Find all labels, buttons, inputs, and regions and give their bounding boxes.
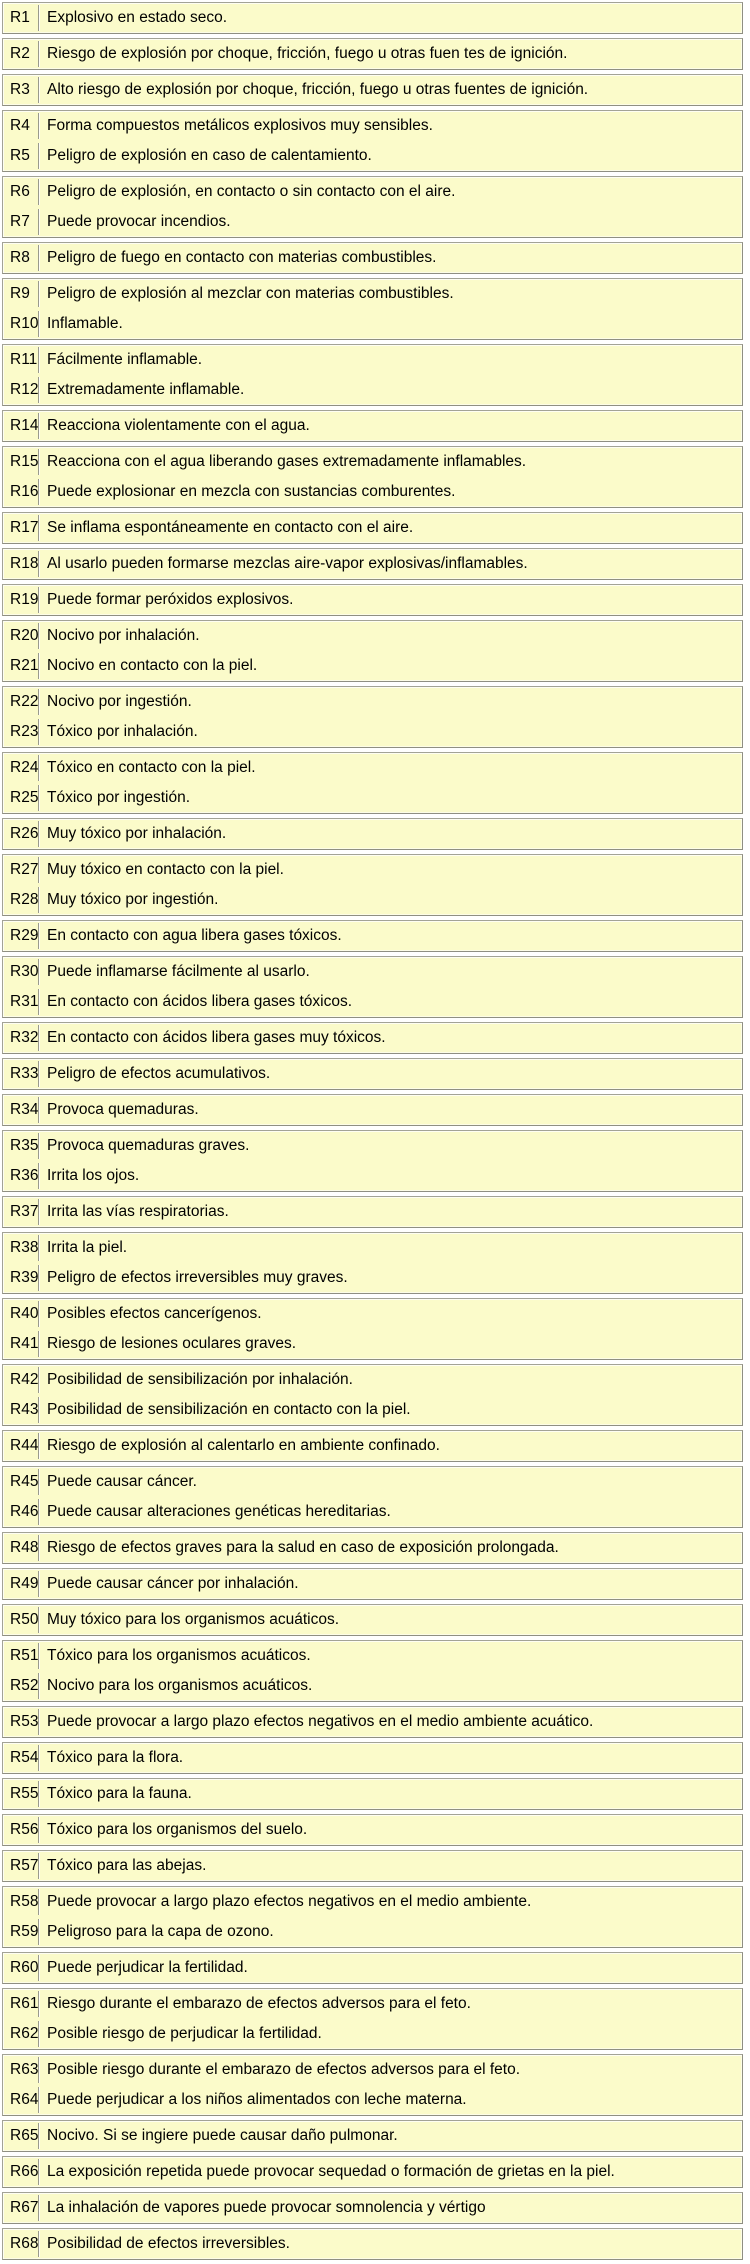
r-phrase-description-cell: Tóxico para las abejas. xyxy=(47,1857,207,1874)
table-row xyxy=(3,375,742,405)
r-code-cell: R40 xyxy=(3,1299,39,1329)
phrase-group xyxy=(2,74,743,106)
r-code-cell: R43 xyxy=(3,1395,39,1425)
phrase-group xyxy=(2,1532,743,1564)
r-code-cell: R19 xyxy=(3,585,39,615)
phrase-group xyxy=(2,1952,743,1984)
r-code-cell: R67 xyxy=(3,2193,39,2223)
r-phrase-description-cell: Tóxico para los organismos acuáticos. xyxy=(47,1647,311,1664)
phrase-group xyxy=(2,2228,743,2260)
r-code-cell: R63 xyxy=(3,2055,39,2085)
phrase-group xyxy=(2,1778,743,1810)
table-row xyxy=(3,1299,742,1329)
r-phrase-description-cell: Puede causar cáncer. xyxy=(47,1473,197,1490)
phrase-group xyxy=(2,446,743,508)
r-code-cell: R24 xyxy=(3,753,39,783)
phrase-group xyxy=(2,1232,743,1294)
r-phrase-description-cell: Nocivo en contacto con la piel. xyxy=(47,657,258,674)
r-phrase-description-cell: Peligro de fuego en contacto con materias combustibles. xyxy=(47,249,437,266)
r-phrase-description-cell: Irrita los ojos. xyxy=(47,1167,140,1184)
r-code-cell: R20 xyxy=(3,621,39,651)
table-row xyxy=(3,1569,742,1599)
table-row xyxy=(3,2019,742,2049)
r-phrase-description-cell: La inhalación de vapores puede provocar somnolencia y vértigo xyxy=(47,2199,486,2216)
phrase-group xyxy=(2,1640,743,1702)
table-row xyxy=(3,1671,742,1701)
phrase-group xyxy=(2,620,743,682)
r-phrase-description-cell: La exposición repetida puede provocar sequedad o formación de grietas en la piel. xyxy=(47,2163,615,2180)
table-row xyxy=(3,177,742,207)
table-row xyxy=(3,447,742,477)
r-code-cell: R23 xyxy=(3,717,39,747)
r-phrase-description-cell: Provoca quemaduras. xyxy=(47,1101,199,1118)
table-row xyxy=(3,279,742,309)
table-row xyxy=(3,717,742,747)
r-code-cell: R4 xyxy=(3,111,39,141)
r-code-cell: R68 xyxy=(3,2229,39,2259)
r-code-cell: R32 xyxy=(3,1023,39,1053)
phrase-group xyxy=(2,410,743,442)
r-code-cell: R39 xyxy=(3,1263,39,1293)
r-phrase-description-cell: Riesgo durante el embarazo de efectos adversos para el feto. xyxy=(47,1995,471,2012)
r-code-cell: R31 xyxy=(3,987,39,1017)
phrase-group xyxy=(2,1604,743,1636)
table-row xyxy=(3,621,742,651)
r-phrase-description-cell: Tóxico para los organismos del suelo. xyxy=(47,1821,308,1838)
table-row xyxy=(3,1707,742,1737)
table-row xyxy=(3,2121,742,2151)
table-row xyxy=(3,111,742,141)
r-phrase-description-cell: En contacto con ácidos libera gases tóxicos. xyxy=(47,993,353,1010)
r-phrase-description-cell: Posibilidad de sensibilización por inhalación. xyxy=(47,1371,353,1388)
table-row xyxy=(3,1743,742,1773)
r-phrase-description-cell: Puede causar cáncer por inhalación. xyxy=(47,1575,299,1592)
r-code-cell: R8 xyxy=(3,243,39,273)
table-row xyxy=(3,753,742,783)
r-phrase-description-cell: Irrita la piel. xyxy=(47,1239,128,1256)
table-row xyxy=(3,1197,742,1227)
r-phrase-description-cell: Peligro de efectos irreversibles muy graves. xyxy=(47,1269,348,1286)
r-code-cell: R28 xyxy=(3,885,39,915)
table-row xyxy=(3,1263,742,1293)
r-code-cell: R21 xyxy=(3,651,39,681)
phrase-group xyxy=(2,1988,743,2050)
phrase-group xyxy=(2,242,743,274)
r-code-cell: R48 xyxy=(3,1533,39,1563)
r-phrase-description-cell: Peligro de explosión, en contacto o sin contacto con el aire. xyxy=(47,183,456,200)
table-row xyxy=(3,243,742,273)
phrase-group xyxy=(2,1022,743,1054)
r-phrase-description-cell: Tóxico para la flora. xyxy=(47,1749,184,1766)
r-phrase-description-cell: Puede perjudicar la fertilidad. xyxy=(47,1959,248,1976)
r-phrase-description-cell: En contacto con agua libera gases tóxicos. xyxy=(47,927,342,944)
table-row xyxy=(3,651,742,681)
phrase-group xyxy=(2,1466,743,1528)
phrase-group xyxy=(2,956,743,1018)
table-row xyxy=(3,1989,742,2019)
table-row xyxy=(3,1095,742,1125)
phrase-group xyxy=(2,548,743,580)
r-code-cell: R65 xyxy=(3,2121,39,2151)
r-phrase-description-cell: Riesgo de explosión al calentarlo en ambiente confinado. xyxy=(47,1437,440,1454)
r-code-cell: R30 xyxy=(3,957,39,987)
r-code-cell: R60 xyxy=(3,1953,39,1983)
table-row xyxy=(3,1779,742,1809)
table-row xyxy=(3,1161,742,1191)
r-phrase-description-cell: Peligroso para la capa de ozono. xyxy=(47,1923,274,1940)
table-row xyxy=(3,2229,742,2259)
table-row xyxy=(3,141,742,171)
r-phrase-description-cell: Alto riesgo de explosión por choque, fricción, fuego u otras fuentes de ignición. xyxy=(47,81,589,98)
r-phrase-description-cell: Nocivo por inhalación. xyxy=(47,627,200,644)
phrase-group xyxy=(2,1850,743,1882)
phrase-group xyxy=(2,1298,743,1360)
phrase-group xyxy=(2,2054,743,2116)
r-code-cell: R51 xyxy=(3,1641,39,1671)
table-row xyxy=(3,957,742,987)
table-row xyxy=(3,207,742,237)
r-phrase-description-cell: Riesgo de explosión por choque, fricción, fuego u otras fuen tes de ignición. xyxy=(47,45,568,62)
r-phrase-description-cell: Muy tóxico en contacto con la piel. xyxy=(47,861,284,878)
r-code-cell: R61 xyxy=(3,1989,39,2019)
r-phrase-description-cell: Riesgo de efectos graves para la salud en caso de exposición prolongada. xyxy=(47,1539,559,1556)
phrase-group xyxy=(2,1430,743,1462)
r-code-cell: R45 xyxy=(3,1467,39,1497)
phrase-group xyxy=(2,1058,743,1090)
r-code-cell: R14 xyxy=(3,411,39,441)
table-row xyxy=(3,1395,742,1425)
r-phrase-description-cell: Se inflama espontáneamente en contacto con el aire. xyxy=(47,519,414,536)
table-row xyxy=(3,1131,742,1161)
phrase-group xyxy=(2,344,743,406)
r-phrase-description-cell: Nocivo. Si se ingiere puede causar daño pulmonar. xyxy=(47,2127,398,2144)
r-phrase-description-cell: Puede causar alteraciones genéticas hereditarias. xyxy=(47,1503,391,1520)
r-phrase-description-cell: Al usarlo pueden formarse mezclas aire-vapor explosivas/inflamables. xyxy=(47,555,528,572)
r-code-cell: R16 xyxy=(3,477,39,507)
phrase-group xyxy=(2,1130,743,1192)
r-code-cell: R49 xyxy=(3,1569,39,1599)
table-row xyxy=(3,1533,742,1563)
phrase-group xyxy=(2,1364,743,1426)
table-row xyxy=(3,1497,742,1527)
r-code-cell: R54 xyxy=(3,1743,39,1773)
table-row xyxy=(3,855,742,885)
r-phrase-description-cell: Explosivo en estado seco. xyxy=(47,9,228,26)
r-code-cell: R62 xyxy=(3,2019,39,2049)
r-phrase-description-cell: Muy tóxico por inhalación. xyxy=(47,825,227,842)
r-code-cell: R29 xyxy=(3,921,39,951)
r-code-cell: R2 xyxy=(3,39,39,69)
r-code-cell: R53 xyxy=(3,1707,39,1737)
phrase-group xyxy=(2,1094,743,1126)
table-row xyxy=(3,411,742,441)
table-row xyxy=(3,1917,742,1947)
table-row xyxy=(3,1059,742,1089)
r-phrase-description-cell: Reacciona con el agua liberando gases extremadamente inflamables. xyxy=(47,453,527,470)
phrase-group xyxy=(2,1196,743,1228)
r-phrase-description-cell: Provoca quemaduras graves. xyxy=(47,1137,250,1154)
table-row xyxy=(3,3,742,33)
table-row xyxy=(3,585,742,615)
table-row xyxy=(3,1329,742,1359)
r-code-cell: R5 xyxy=(3,141,39,171)
r-phrase-description-cell: Peligro de explosión en caso de calentamiento. xyxy=(47,147,372,164)
phrase-group xyxy=(2,512,743,544)
table-row xyxy=(3,2055,742,2085)
r-code-cell: R9 xyxy=(3,279,39,309)
r-phrase-description-cell: Muy tóxico para los organismos acuáticos. xyxy=(47,1611,340,1628)
r-code-cell: R38 xyxy=(3,1233,39,1263)
table-row xyxy=(3,783,742,813)
phrase-group xyxy=(2,1568,743,1600)
r-code-cell: R56 xyxy=(3,1815,39,1845)
r-code-cell: R41 xyxy=(3,1329,39,1359)
r-code-cell: R58 xyxy=(3,1887,39,1917)
r-phrase-description-cell: Tóxico por ingestión. xyxy=(47,789,191,806)
table-row xyxy=(3,1233,742,1263)
r-phrase-description-cell: Posible riesgo de perjudicar la fertilidad. xyxy=(47,2025,322,2042)
r-code-cell: R17 xyxy=(3,513,39,543)
phrase-group xyxy=(2,686,743,748)
r-phrase-description-cell: Tóxico en contacto con la piel. xyxy=(47,759,256,776)
phrase-group xyxy=(2,818,743,850)
r-phrase-description-cell: Tóxico para la fauna. xyxy=(47,1785,192,1802)
r-code-cell: R35 xyxy=(3,1131,39,1161)
r-code-cell: R33 xyxy=(3,1059,39,1089)
r-phrase-description-cell: Reacciona violentamente con el agua. xyxy=(47,417,310,434)
r-phrase-description-cell: Puede provocar a largo plazo efectos negativos en el medio ambiente. xyxy=(47,1893,532,1910)
table-row xyxy=(3,2193,742,2223)
table-row xyxy=(3,1953,742,1983)
r-phrase-description-cell: Extremadamente inflamable. xyxy=(47,381,245,398)
r-phrase-description-cell: Fácilmente inflamable. xyxy=(47,351,203,368)
r-phrase-description-cell: Posibilidad de sensibilización en contacto con la piel. xyxy=(47,1401,411,1418)
table-row xyxy=(3,2085,742,2115)
r-code-cell: R25 xyxy=(3,783,39,813)
r-phrase-description-cell: Posibilidad de efectos irreversibles. xyxy=(47,2235,290,2252)
table-row xyxy=(3,309,742,339)
r-code-cell: R50 xyxy=(3,1605,39,1635)
table-row xyxy=(3,1023,742,1053)
table-row xyxy=(3,549,742,579)
r-phrase-description-cell: Puede provocar incendios. xyxy=(47,213,231,230)
table-row xyxy=(3,75,742,105)
phrase-group xyxy=(2,1706,743,1738)
table-row xyxy=(3,819,742,849)
table-row xyxy=(3,39,742,69)
table-row xyxy=(3,2157,742,2187)
r-code-cell: R11 xyxy=(3,345,39,375)
r-code-cell: R44 xyxy=(3,1431,39,1461)
r-phrase-description-cell: Puede formar peróxidos explosivos. xyxy=(47,591,294,608)
table-row xyxy=(3,1365,742,1395)
phrase-group xyxy=(2,2156,743,2188)
r-code-cell: R55 xyxy=(3,1779,39,1809)
table-row xyxy=(3,687,742,717)
r-code-cell: R37 xyxy=(3,1197,39,1227)
table-row xyxy=(3,1887,742,1917)
table-row xyxy=(3,477,742,507)
r-phrase-description-cell: Posibles efectos cancerígenos. xyxy=(47,1305,262,1322)
r-phrase-description-cell: Puede perjudicar a los niños alimentados con leche materna. xyxy=(47,2091,467,2108)
phrase-group xyxy=(2,1742,743,1774)
r-phrase-description-cell: Riesgo de lesiones oculares graves. xyxy=(47,1335,296,1352)
table-row xyxy=(3,345,742,375)
r-code-cell: R1 xyxy=(3,3,39,33)
phrase-group xyxy=(2,854,743,916)
r-phrase-description-cell: Puede provocar a largo plazo efectos negativos en el medio ambiente acuático. xyxy=(47,1713,594,1730)
r-code-cell: R3 xyxy=(3,75,39,105)
r-code-cell: R27 xyxy=(3,855,39,885)
r-phrase-description-cell: Inflamable. xyxy=(47,315,123,332)
table-row xyxy=(3,1431,742,1461)
r-code-cell: R6 xyxy=(3,177,39,207)
r-phrase-description-cell: Peligro de efectos acumulativos. xyxy=(47,1065,271,1082)
phrase-group xyxy=(2,2,743,34)
r-phrase-description-cell: Posible riesgo durante el embarazo de efectos adversos para el feto. xyxy=(47,2061,521,2078)
r-code-cell: R10 xyxy=(3,309,39,339)
r-code-cell: R64 xyxy=(3,2085,39,2115)
r-code-cell: R52 xyxy=(3,1671,39,1701)
phrase-group xyxy=(2,1886,743,1948)
r-code-cell: R15 xyxy=(3,447,39,477)
phrase-group xyxy=(2,176,743,238)
table-row xyxy=(3,885,742,915)
r-phrase-description-cell: Nocivo por ingestión. xyxy=(47,693,192,710)
r-code-cell: R46 xyxy=(3,1497,39,1527)
r-code-cell: R18 xyxy=(3,549,39,579)
table-row xyxy=(3,1605,742,1635)
phrase-group xyxy=(2,38,743,70)
r-code-cell: R22 xyxy=(3,687,39,717)
r-code-cell: R66 xyxy=(3,2157,39,2187)
r-code-cell: R12 xyxy=(3,375,39,405)
table-row xyxy=(3,1815,742,1845)
phrase-group xyxy=(2,278,743,340)
r-code-cell: R57 xyxy=(3,1851,39,1881)
table-row xyxy=(3,1851,742,1881)
r-code-cell: R34 xyxy=(3,1095,39,1125)
r-code-cell: R7 xyxy=(3,207,39,237)
phrase-group xyxy=(2,2192,743,2224)
table-row xyxy=(3,921,742,951)
r-phrases-table xyxy=(2,2,743,2260)
table-row xyxy=(3,987,742,1017)
phrase-group xyxy=(2,110,743,172)
table-row xyxy=(3,1467,742,1497)
r-code-cell: R36 xyxy=(3,1161,39,1191)
r-phrase-description-cell: Puede inflamarse fácilmente al usarlo. xyxy=(47,963,310,980)
table-row xyxy=(3,513,742,543)
r-code-cell: R59 xyxy=(3,1917,39,1947)
phrase-group xyxy=(2,2120,743,2152)
r-code-cell: R42 xyxy=(3,1365,39,1395)
r-phrase-description-cell: Nocivo para los organismos acuáticos. xyxy=(47,1677,313,1694)
table-row xyxy=(3,1641,742,1671)
phrase-group xyxy=(2,752,743,814)
r-phrase-description-cell: Peligro de explosión al mezclar con materias combustibles. xyxy=(47,285,454,302)
r-code-cell: R26 xyxy=(3,819,39,849)
r-phrase-description-cell: Muy tóxico por ingestión. xyxy=(47,891,219,908)
r-phrase-description-cell: Irrita las vías respiratorias. xyxy=(47,1203,229,1220)
phrase-group xyxy=(2,584,743,616)
phrase-group xyxy=(2,920,743,952)
r-phrase-description-cell: Puede explosionar en mezcla con sustancias comburentes. xyxy=(47,483,456,500)
phrase-group xyxy=(2,1814,743,1846)
r-phrase-description-cell: En contacto con ácidos libera gases muy tóxicos. xyxy=(47,1029,386,1046)
r-phrase-description-cell: Forma compuestos metálicos explosivos muy sensibles. xyxy=(47,117,433,134)
r-phrase-description-cell: Tóxico por inhalación. xyxy=(47,723,198,740)
